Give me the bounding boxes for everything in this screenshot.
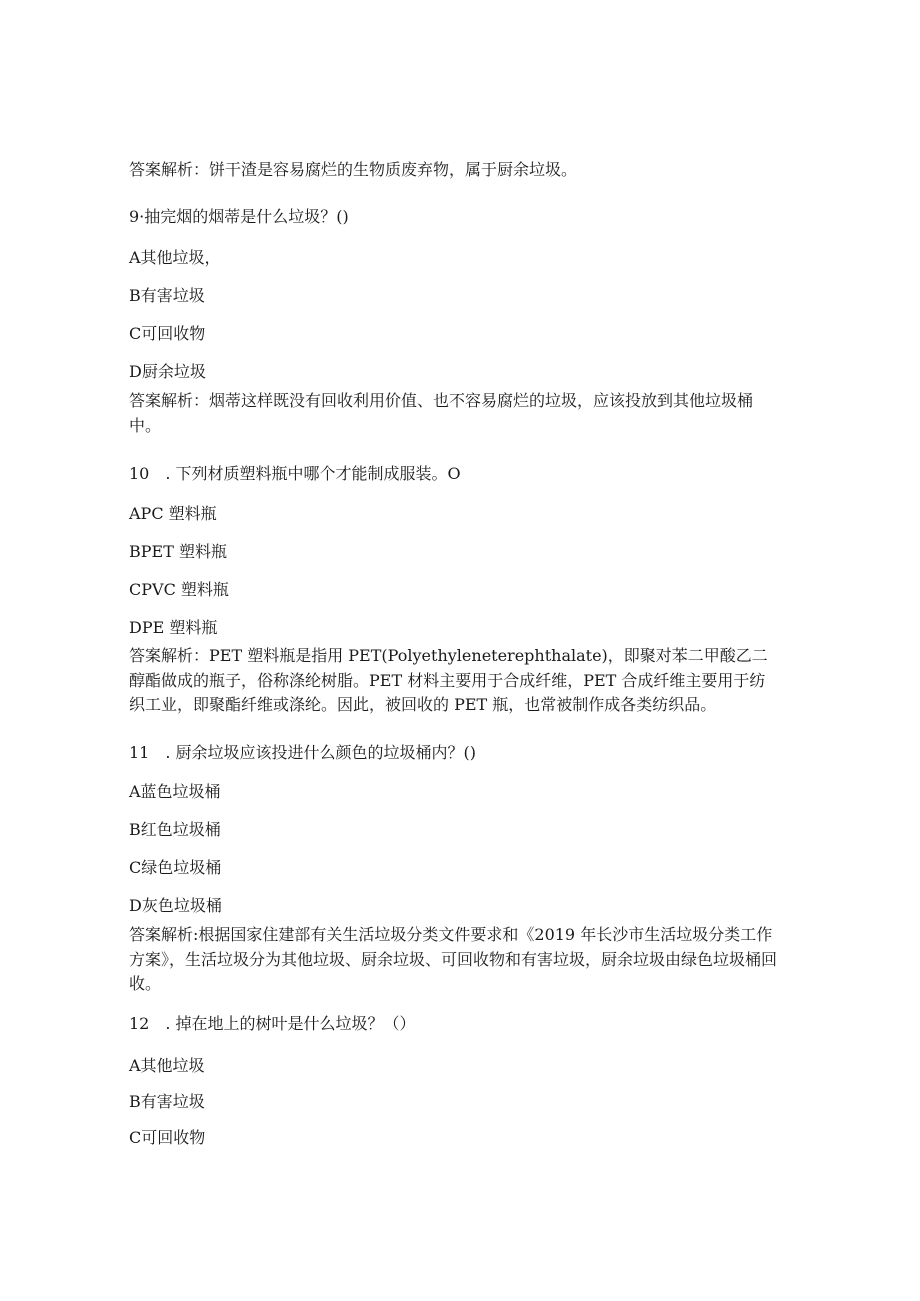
q11-option-a: A蓝色垃圾桶 [129, 782, 221, 801]
q10-option-a: APC 塑料瓶 [129, 504, 217, 523]
q9-option-a: A其他垃圾， [129, 248, 221, 267]
q10-option-c: CPVC 塑料瓶 [129, 580, 229, 599]
question-10: 10 . 下列材质塑料瓶中哪个才能制成服装。O [129, 464, 461, 483]
q12-option-b: B有害垃圾 [129, 1092, 205, 1111]
q9-option-c: C可回收物 [129, 324, 206, 343]
explanation-q8: 答案解析：饼干渣是容易腐烂的生物质废弃物，属于厨余垃圾。 [129, 160, 578, 179]
question-12: 12 . 掉在地上的树叶是什么垃圾？（） [129, 1014, 416, 1033]
q11-option-c: C绿色垃圾桶 [129, 858, 222, 877]
q10-option-b: BPET 塑料瓶 [129, 542, 227, 561]
q10-option-d: DPE 塑料瓶 [129, 618, 218, 637]
question-9: 9·抽完烟的烟蒂是什么垃圾？() [129, 207, 349, 226]
explanation-q11: 答案解析:根据国家住建部有关生活垃圾分类文件要求和《2019 年长沙市生活垃圾分类工作方案》，生活垃圾分为其他垃圾、厨余垃圾、可回收物和有害垃圾，厨余垃圾由绿色垃圾桶回收。 [129, 925, 778, 993]
q9-option-d: D厨余垃圾 [129, 362, 206, 381]
q11-option-d: D灰色垃圾桶 [129, 896, 222, 915]
question-11: 11 . 厨余垃圾应该投进什么颜色的垃圾桶内？() [129, 743, 477, 762]
q11-option-b: B红色垃圾桶 [129, 820, 221, 839]
q12-option-a: A其他垃圾 [129, 1056, 205, 1075]
explanation-q9: 答案解析：烟蒂这样既没有回收利用价值、也不容易腐烂的垃圾，应该投放到其他垃圾桶中。 [129, 391, 754, 435]
explanation-q10: 答案解析：PET 塑料瓶是指用 PET(Polyethyleneterephthalate)，即聚对苯二甲酸乙二醇酯做成的瓶子，俗称涤纶树脂。PET 材料主要用于合成纤维，PET 合成纤维主要用于纺织工业，即聚酯纤维或涤纶。因此，被回收的 PET 瓶，也常被制作成各类纺织品。 [129, 646, 768, 714]
q12-option-c: C可回收物 [129, 1128, 206, 1147]
q9-option-b: B有害垃圾 [129, 286, 205, 305]
